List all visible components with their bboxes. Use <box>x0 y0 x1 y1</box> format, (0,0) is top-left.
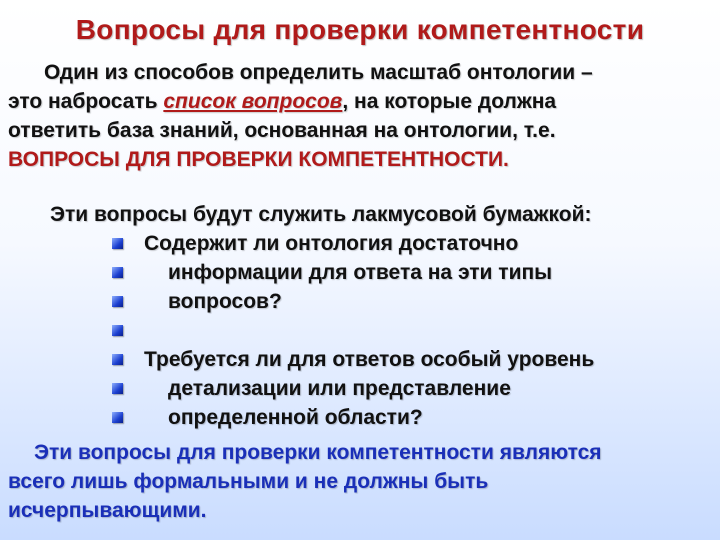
bullet-1-line-3: вопросов? <box>168 290 282 313</box>
square-bullet-icon <box>112 238 123 249</box>
square-bullet-icon <box>112 383 123 394</box>
intro-line-2-pre: это набросать <box>8 90 164 113</box>
list-item <box>112 287 712 316</box>
list-item <box>112 316 712 345</box>
conclusion-line-2: всего лишь формальными и не должны быть <box>8 470 489 493</box>
bullet-2-line-3: определенной области? <box>168 406 423 429</box>
list-item <box>112 374 712 403</box>
lead-sentence: Эти вопросы будут служить лакмусовой бумажкой: <box>50 203 592 226</box>
square-bullet-icon <box>112 354 123 365</box>
slide-title: Вопросы для проверки компетентности <box>75 14 645 45</box>
conclusion-paragraph <box>8 438 712 525</box>
intro-paragraph <box>8 58 712 174</box>
square-bullet-icon <box>112 296 123 307</box>
list-item <box>112 258 712 287</box>
intro-line-4-caps: ВОПРОСЫ ДЛЯ ПРОВЕРКИ КОМПЕТЕНТНОСТИ. <box>8 148 509 171</box>
bullet-1-line-1: Содержит ли онтология достаточно <box>144 232 519 255</box>
intro-line-2-post: , на которые должна <box>342 90 557 113</box>
bullet-list <box>112 229 712 432</box>
square-bullet-icon <box>112 325 123 336</box>
bullet-2-line-2: детализации или представление <box>168 377 511 400</box>
square-bullet-icon <box>112 267 123 278</box>
intro-line-3: ответить база знаний, основанная на онтологии, т.е. <box>8 119 556 142</box>
list-item <box>112 229 712 258</box>
conclusion-line-3: исчерпывающими. <box>8 499 207 522</box>
bullet-1-line-2: информации для ответа на эти типы <box>168 261 553 284</box>
intro-line-1: Один из способов определить масштаб онтологии – <box>44 61 593 84</box>
intro-line-2 <box>8 90 556 113</box>
conclusion-line-1: Эти вопросы для проверки компетентности являются <box>34 441 602 464</box>
square-bullet-icon <box>112 412 123 423</box>
bullet-2-line-1: Требуется ли для ответов особый уровень <box>144 348 595 371</box>
list-item <box>112 403 712 432</box>
question-list-link[interactable]: список вопросов <box>163 90 343 113</box>
list-item <box>112 345 712 374</box>
